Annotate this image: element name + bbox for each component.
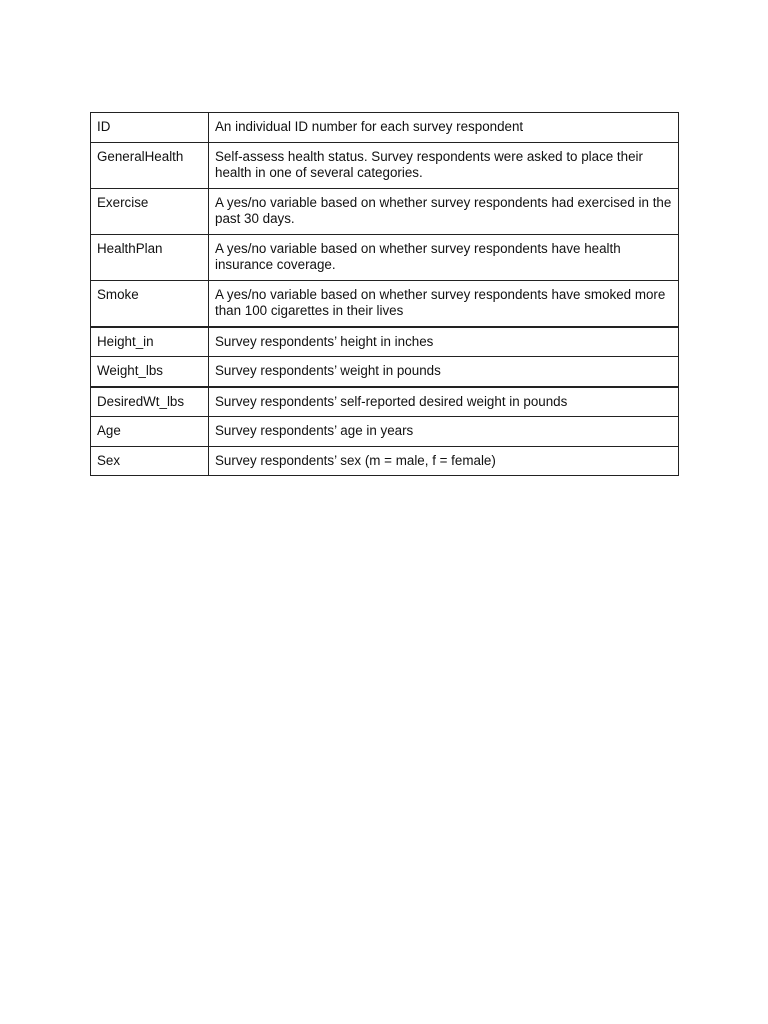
variable-name-cell: HealthPlan [91, 234, 209, 280]
table-row [91, 357, 679, 387]
variable-name-cell: Smoke [91, 280, 209, 327]
table-row [91, 327, 679, 357]
table-row [91, 142, 679, 188]
table-row [91, 280, 679, 327]
variable-description-cell: A yes/no variable based on whether survey respondents had exercised in the past 30 days. [209, 188, 679, 234]
variable-name-cell: DesiredWt_lbs [91, 387, 209, 417]
variable-description-cell: An individual ID number for each survey respondent [209, 113, 679, 143]
variable-name-cell: Weight_lbs [91, 357, 209, 387]
variable-description-cell: Survey respondents’ weight in pounds [209, 357, 679, 387]
table-row [91, 113, 679, 143]
table-row [91, 234, 679, 280]
variable-name-cell: ID [91, 113, 209, 143]
variable-description-cell: Self-assess health status. Survey respondents were asked to place their health in one of several categories. [209, 142, 679, 188]
variable-description-cell: A yes/no variable based on whether survey respondents have health insurance coverage. [209, 234, 679, 280]
variable-name-cell: Height_in [91, 327, 209, 357]
variable-description-cell: A yes/no variable based on whether survey respondents have smoked more than 100 cigarettes in their lives [209, 280, 679, 327]
variable-description-cell: Survey respondents’ sex (m = male, f = female) [209, 446, 679, 476]
variable-definitions-table [90, 112, 679, 476]
variable-name-cell: GeneralHealth [91, 142, 209, 188]
table-row [91, 417, 679, 447]
variable-description-cell: Survey respondents’ self-reported desired weight in pounds [209, 387, 679, 417]
variable-description-cell: Survey respondents’ height in inches [209, 327, 679, 357]
table-row [91, 188, 679, 234]
variable-name-cell: Exercise [91, 188, 209, 234]
variable-name-cell: Age [91, 417, 209, 447]
table-row [91, 446, 679, 476]
variable-name-cell: Sex [91, 446, 209, 476]
table-row [91, 387, 679, 417]
variable-description-cell: Survey respondents’ age in years [209, 417, 679, 447]
